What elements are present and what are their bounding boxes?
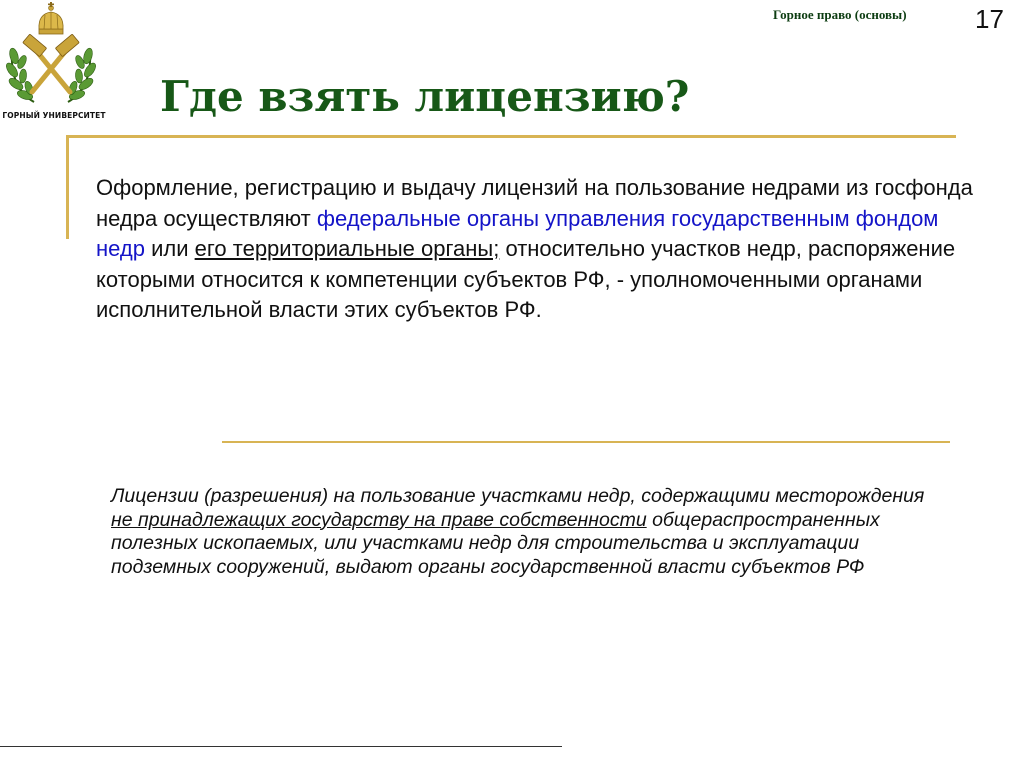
non-state-ownership-underlined: не принадлежащих государству на праве собственности	[111, 508, 647, 531]
logo-caption: ГОРНЫЙ УНИВЕРСИТЕТ	[2, 111, 106, 120]
middle-accent-rule	[222, 441, 950, 443]
licensing-bodies-paragraph	[96, 173, 976, 326]
paragraph2-text-2: общераспространенных полезных ископаемых, или участками недр для строительства и эксплуатации подземных сооружений, выдают органы государственной власти субъектов РФ	[111, 508, 880, 578]
regional-licenses-paragraph	[111, 485, 941, 579]
laurel-wreath-icon	[4, 47, 98, 102]
footer-rule	[0, 746, 562, 747]
university-logo	[0, 0, 110, 125]
federal-bodies-highlight: федеральные органы управления государственным фондом недр	[96, 205, 939, 261]
paragraph1-text-1: Оформление, регистрацию и выдачу лицензий на пользование недрами из госфонда недра осуществляют	[96, 175, 973, 231]
crossed-hammers-icon	[23, 34, 80, 92]
crown-icon	[39, 2, 63, 34]
course-title: Горное право (основы)	[773, 7, 907, 22]
paragraph1-text-2: или	[144, 236, 195, 261]
laurel-hammers-emblem-icon	[0, 0, 110, 112]
paragraph2-text-1: Лицензии (разрешения) на пользование участками недр, содержащими месторождения	[111, 485, 925, 507]
top-accent-rule	[66, 135, 956, 138]
slide-number: 17	[975, 4, 1004, 34]
slide-title: Где взять лицензию?	[160, 72, 690, 121]
paragraph1-text-3: относительно участков недр, распоряжение которыми относится к компетенции субъектов РФ, - уполномоченными органами исполнительной власти этих субъектов РФ.	[96, 236, 956, 322]
territorial-bodies-underlined: его территориальные органы;	[194, 236, 500, 261]
left-accent-rule	[66, 135, 69, 239]
